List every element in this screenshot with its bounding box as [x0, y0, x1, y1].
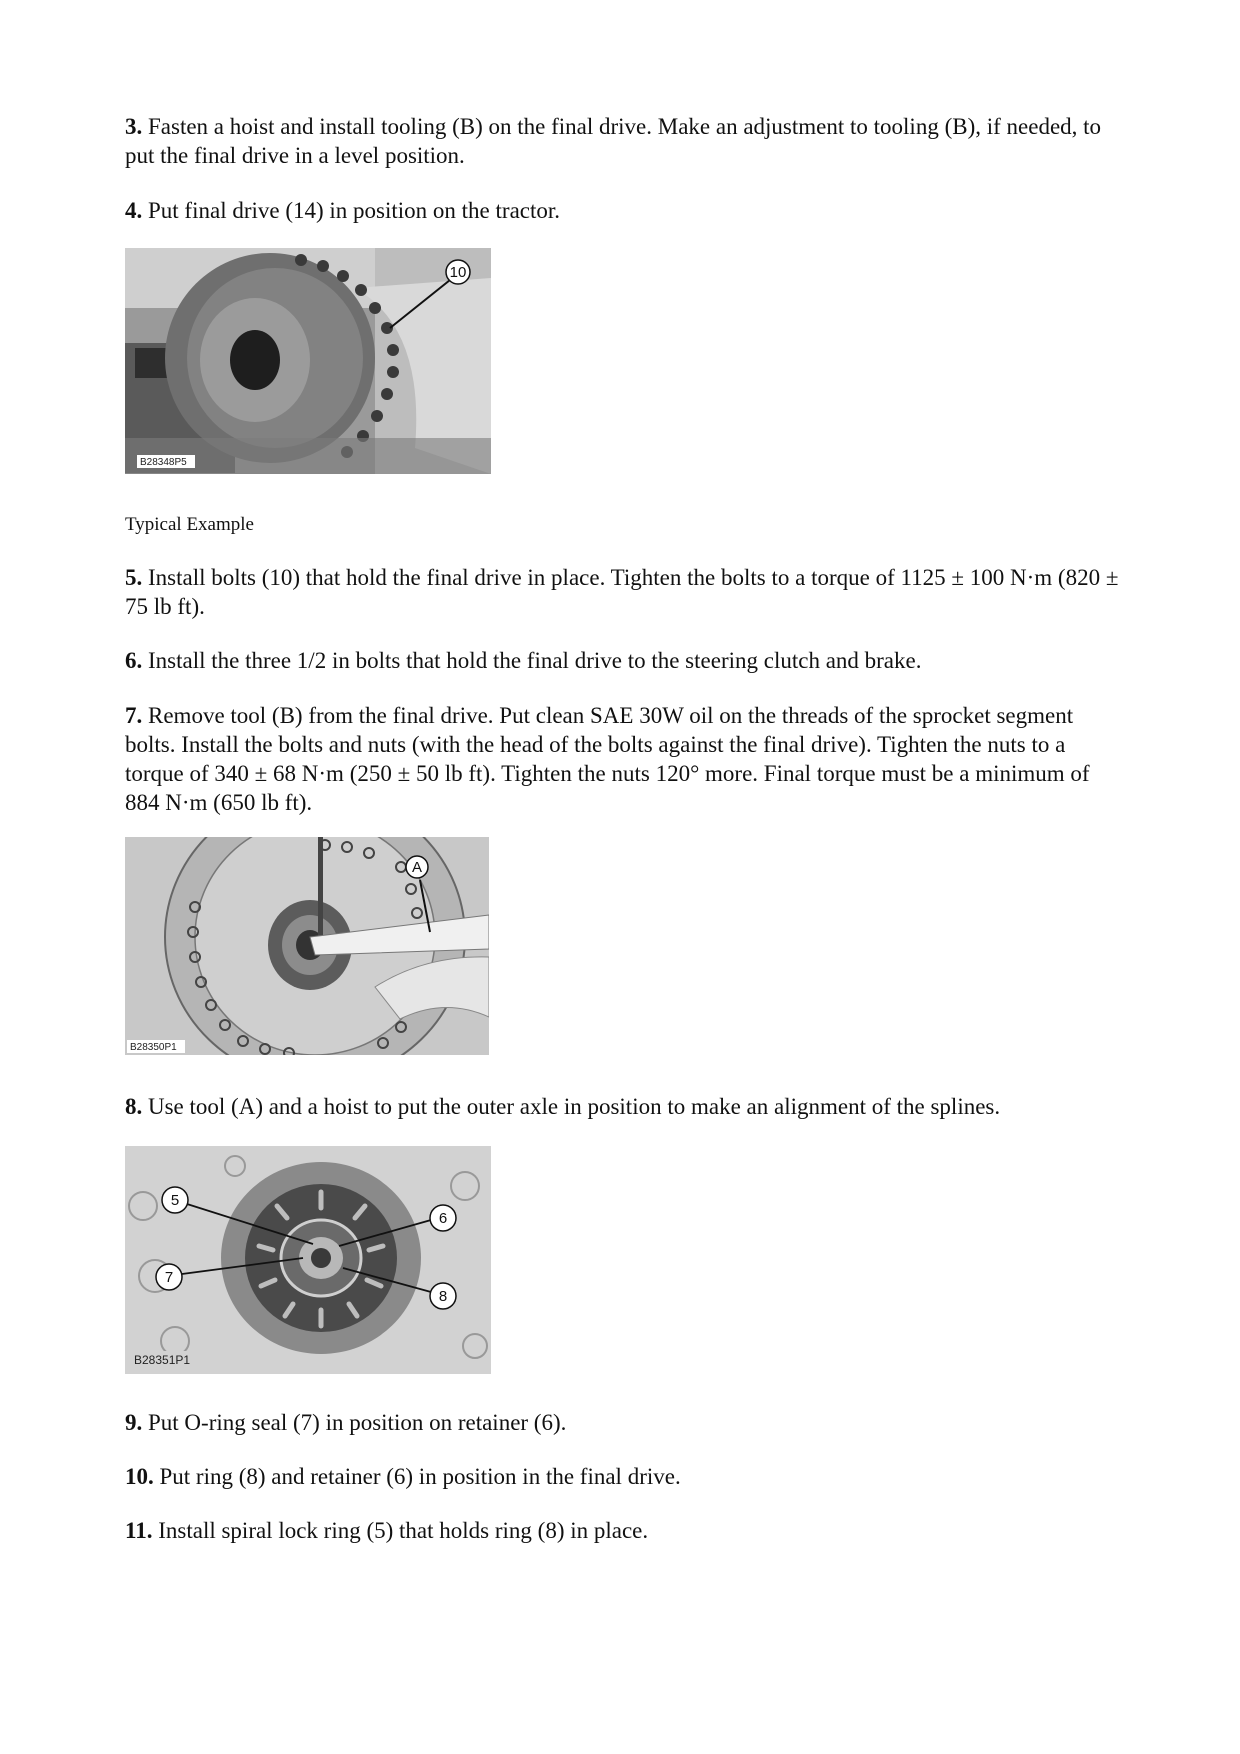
step-9: 9. Put O-ring seal (7) in position on retainer (6). [125, 1410, 567, 1435]
figure-retainer-ring [125, 1146, 491, 1374]
figure-sprocket-tool [125, 837, 489, 1055]
figure-caption: Typical Example [125, 514, 254, 535]
step-8: 8. Use tool (A) and a hoist to put the outer axle in position to make an alignment of the splines. [125, 1094, 1001, 1119]
callout-6: 6 [438, 1210, 448, 1227]
figure-id-label: B28348P5 [140, 457, 187, 468]
step-11: 11. Install spiral lock ring (5) that holds ring (8) in place. [125, 1518, 649, 1543]
step-5: 5. Install bolts (10) that hold the final drive in place. Tighten the bolts to a torque of 1125 ± 100 N·m (820 ± 75 lb ft). [125, 565, 1119, 619]
figure-id-label: B28350P1 [130, 1042, 177, 1053]
callout-5: 5 [170, 1192, 180, 1209]
callout-7: 7 [164, 1269, 174, 1286]
step-7: 7. Remove tool (B) from the final drive. Put clean SAE 30W oil on the threads of the sprocket segment bolts. Install the bolts and nuts (with the head of the bolts against the final drive). Tighten the nuts to a torque of 340 ± 68 N·m (250 ± 50 lb ft). Tighten the nuts 120° more. Final torque must be a minimum of 884 N·m (650 lb ft). [125, 703, 1090, 815]
figure-id-label: B28351P1 [134, 1353, 191, 1367]
callout-8: 8 [438, 1288, 448, 1305]
figure-final-drive-bolts [125, 248, 491, 474]
step-6: 6. Install the three 1/2 in bolts that hold the final drive to the steering clutch and brake. [125, 648, 922, 673]
callout-10: 10 [449, 264, 467, 281]
step-10: 10. Put ring (8) and retainer (6) in position in the final drive. [125, 1464, 681, 1489]
step-4: 4. Put final drive (14) in position on the tractor. [125, 198, 561, 223]
step-3: 3. Fasten a hoist and install tooling (B) on the final drive. Make an adjustment to tooling (B), if needed, to put the final drive in a level position. [125, 114, 1102, 168]
callout-a: A [411, 859, 423, 876]
